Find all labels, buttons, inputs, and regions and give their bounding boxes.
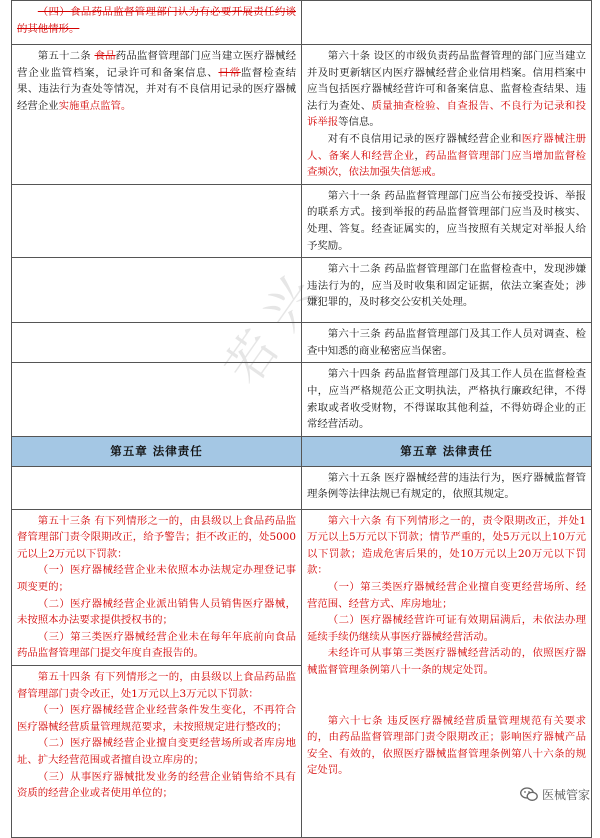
new-text-cell [302,45,592,185]
wechat-icon [520,787,538,802]
new-text-cell [302,258,592,323]
article-54: 第五十四条 有下列情形之一的，由县级以上食品药品监督管理部门责令改正，处1万元以上3万元以下罚款： [17,671,296,700]
table-row [12,466,592,509]
old-text-cell [12,45,302,185]
old-text-cell [12,363,302,436]
chapter-title-new: 第五章 法律责任 [302,436,592,466]
article-66-para2: 未经许可从事第三类医疗器械经营活动的，依照医疗器械监督管理条例第八十一条的规定处罚。 [307,647,586,677]
article-54-item2: （二）医疗器械经营企业擅自变更经营场所或者库房地址、扩大经营范围或者擅自设立库房的； [17,737,296,766]
article-66: 第六十六条 有下列情形之一的，责令限期改正，并处1万元以上5万元以下罚款；情节严重的，处5万元以上10万元以下罚款；造成危害后果的，处10万元以上20万元以下罚款： [307,514,586,577]
deleted-clause: （四）食品药品监督管理部门认为有必要开展责任约谈的其他情形。 [17,6,296,35]
new-text-cell [302,323,592,363]
article-64: 第六十四条 药品监督管理部门及其工作人员在监督检查中，应当严格规范公正文明执法，严格执行廉政纪律，不得索取或者收受财物，不得谋取其他利益，不得妨碍企业的正常经营活动。 [307,368,586,431]
chapter-header-row [12,436,592,466]
old-text-cell [12,466,302,509]
article-52: 第五十二条 食品药品监督管理部门应当建立医疗器械经营企业监管档案，记录许可和备案信息、日常监督检查结果、违法行为查处等情况，并对有不良信用记录的医疗器械经营企业实施重点监管。 [17,50,297,112]
table-row [12,258,592,323]
article-65: 第六十五条 医疗器械经营的违法行为，医疗器械监督管理条例等法律法规已有规定的，依照其规定。 [307,471,586,501]
table-row [12,1,592,45]
old-text-cell [12,258,302,323]
article-53-item2: （二）医疗器械经营企业派出销售人员销售医疗器械，未按照本办法要求提供授权书的； [17,597,296,627]
new-text-cell [302,1,592,45]
table-row [12,184,592,257]
old-text-cell [12,184,302,257]
old-text-cell [12,1,302,45]
table-row [12,363,592,436]
chapter-title-old: 第五章 法律责任 [12,436,302,466]
article-63: 第六十三条 药品监督管理部门及其工作人员对调查、检查中知悉的商业秘密应当保密。 [307,328,586,357]
article-53-item1: （一）医疗器械经营企业未依照本办法规定办理登记事项变更的； [17,564,296,594]
new-text-cell [302,363,592,436]
article-66-item2: （二）医疗器械经营许可证有效期届满后，未依法办理延续手续仍继续从事医疗器械经营活动。 [307,614,586,643]
article-66-item1: （一）第三类医疗器械经营企业擅自变更经营场所、经营范围、经营方式、库房地址； [307,581,586,610]
old-text-cell [12,509,302,665]
new-text-cell [302,466,592,509]
new-text-cell [302,184,592,257]
article-53: 第五十三条 有下列情形之一的，由县级以上食品药品监督管理部门责令限期改正，给予警告；拒不改正的，处5000元以上2万元以下罚款： [17,514,296,560]
article-54-item3: （三）从事医疗器械批发业务的经营企业销售给不具有资质的经营企业或者使用单位的； [17,770,296,800]
article-61: 第六十一条 药品监督管理部门应当公布接受投诉、举报的联系方式。接到举报的药品监督管理部门应当及时核实、处理、答复。经查证属实的，应当按照有关规定对举报人给予奖励。 [307,189,586,252]
old-text-cell [12,323,302,363]
article-53-item3: （三）第三类医疗器械经营企业未在每年年底前向食品药品监督管理部门提交年度自查报告的。 [17,630,296,660]
article-67: 第六十七条 违反医疗器械经营质量管理规范有关要求的，由药品监督管理部门责令限期改正；影响医疗器械产品安全、有效的，依照医疗器械监督管理条例第八十六条的规定处罚。 [307,714,586,777]
article-62: 第六十二条 药品监督管理部门在监督检查中，发现涉嫌违法行为的，应当及时收集和固定证据，依法立案查处；涉嫌犯罪的，及时移交公安机关处理。 [307,263,586,309]
table-row [12,323,592,363]
article-60-para2: 对有不良信用记录的医疗器械经营企业和医疗器械注册人、备案人和经营企业，药品监督管理部门应当增加监督检查频次，依法加强失信惩戒。 [307,132,587,179]
brand-label: 医械管家 [541,788,590,802]
table-row [12,509,592,665]
table-row [12,45,592,185]
brand-badge [520,786,590,803]
article-54-item1: （一）医疗器械经营企业经营条件发生变化，不再符合医疗器械经营质量管理规范要求，未按照规定进行整改的； [17,704,296,733]
watermark-text: 若 兴 [214,266,329,395]
regulation-comparison-table [11,0,592,838]
old-text-cell [12,666,302,838]
article-60: 第六十条 设区的市级负责药品监督管理的部门应当建立并及时更新辖区内医疗器械经营企业信用档案。信用档案中应当包括医疗器械经营许可和备案信息、监督检查结果、违法行为查处、质量抽查检验、自查报告、不良行为记录和投诉举报等信息。 [307,50,587,129]
